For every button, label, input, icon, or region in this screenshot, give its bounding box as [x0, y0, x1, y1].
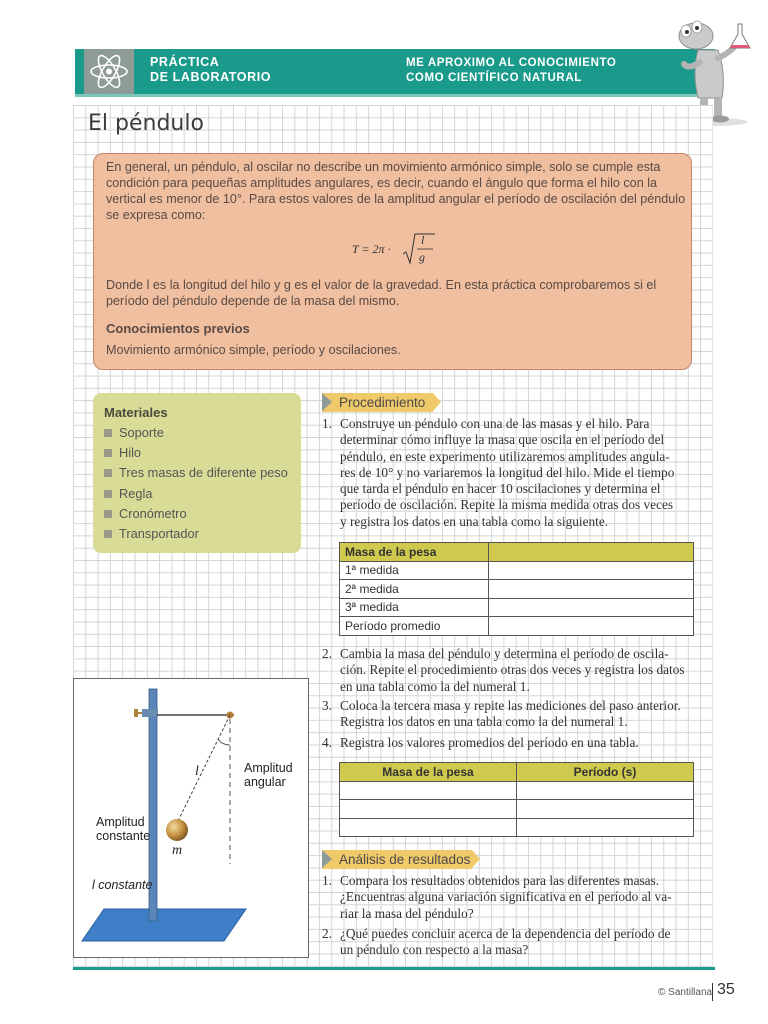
prev-knowledge-text: Movimiento armónico simple, período y oscilaciones.	[106, 343, 401, 357]
text-line: riar la masa del péndulo?	[340, 905, 474, 921]
text-line: que tarda el péndulo en hacer 10 oscilaciones y determina el	[340, 481, 661, 497]
header-left-title	[150, 55, 271, 85]
amplitude-constant-label	[96, 815, 150, 843]
material-label: Transportador	[119, 526, 199, 542]
step-3-text	[340, 698, 693, 731]
text-line: y registra los datos en una tabla como la siguiente.	[340, 513, 609, 529]
procedure-tab: Procedimiento	[322, 393, 433, 412]
pendulum-figure	[73, 678, 309, 958]
page-number: 35	[717, 981, 735, 998]
bullet-icon	[104, 469, 112, 477]
table-cell: 2ª medida	[340, 580, 489, 599]
amplitude-angular-label	[244, 761, 293, 789]
text-line: Registra los valores promedios del período en una tabla.	[340, 735, 639, 750]
formula-numerator: l	[421, 233, 425, 247]
step-2-text	[340, 646, 693, 695]
table-row	[340, 543, 694, 562]
intro-line: se expresa como:	[106, 208, 206, 222]
step-number: 2.	[322, 646, 332, 661]
table-cell	[517, 800, 694, 819]
text-line: ¿Qué puedes concluir acerca de la dependencia del período de	[340, 926, 671, 941]
text-line: período de oscilación. Repite la misma medida otras dos veces	[340, 497, 674, 513]
label-line: Amplitud	[244, 761, 293, 775]
header-right-line1: ME APROXIMO AL CONOCIMIENTO	[406, 57, 617, 69]
list-item	[104, 524, 288, 544]
bullet-icon	[104, 449, 112, 457]
mass-label: m	[172, 843, 183, 858]
intro-paragraph-1	[106, 159, 686, 223]
text-line: ¿Encuentras alguna variación significativa en el período al va-	[340, 889, 672, 905]
label-line: constante	[96, 829, 151, 843]
text-line: res de 10° y no variaremos la longitud del hilo. Mide el tiempo	[340, 464, 675, 480]
table-cell: 1ª medida	[340, 561, 489, 580]
table-row	[340, 818, 694, 837]
bullet-icon	[104, 530, 112, 538]
intro-line: Donde l es la longitud del hilo y g es el valor de la gravedad. En esta práctica comprobaremos si el	[106, 278, 657, 292]
table-row	[340, 561, 694, 580]
intro-paragraph-2	[106, 277, 686, 309]
text-line: determinar cómo influye la masa que oscila en el período del	[340, 432, 665, 448]
list-item	[104, 423, 288, 443]
analysis-tab: Análisis de resultados	[322, 850, 472, 869]
bottom-rule	[73, 967, 715, 970]
question-1-text	[340, 873, 693, 922]
formula-lhs: T = 2π ·	[352, 242, 391, 256]
footer-divider	[712, 983, 713, 1001]
question-2-text	[340, 926, 693, 959]
step-number: 4.	[322, 735, 332, 750]
header-right-title	[406, 56, 616, 86]
length-label: l	[195, 764, 199, 779]
page-title: El péndulo	[88, 111, 204, 136]
atom-icon	[84, 49, 134, 94]
list-item	[104, 443, 288, 463]
table-cell: 3ª medida	[340, 598, 489, 617]
table-header: Masa de la pesa	[340, 543, 489, 562]
header-right-line2: COMO CIENTÍFICO NATURAL	[406, 72, 582, 84]
text-line: ción. Repite el procedimiento otras dos veces y registra los datos	[340, 662, 685, 678]
text-line: péndulo, en este experimento utilizaremos amplitudes angula-	[340, 448, 670, 464]
text-line: un péndulo con respecto a la masa?	[340, 942, 529, 958]
material-label: Soporte	[119, 425, 164, 440]
formula-denominator: g	[419, 250, 425, 264]
intro-line: vertical es menor de 10°. Para estos valores de la amplitud angular el período de oscilación del péndulo	[106, 192, 686, 206]
header-left-line2: DE LABORATORIO	[150, 70, 272, 84]
material-label: Hilo	[119, 445, 142, 461]
period-formula	[352, 232, 442, 266]
materials-list	[104, 423, 288, 544]
step-number: 1.	[322, 416, 332, 431]
step-1-text	[340, 416, 693, 530]
table-row	[340, 598, 694, 617]
label-line: Amplitud	[96, 815, 145, 829]
text-line: Registra los datos en una tabla como la del numeral 1.	[340, 714, 628, 730]
table-header: Masa de la pesa	[340, 763, 517, 782]
bullet-icon	[104, 510, 112, 518]
step-4-text	[340, 735, 693, 751]
bullet-icon	[104, 490, 112, 498]
table-header	[489, 543, 694, 562]
question-number: 1.	[322, 873, 332, 888]
materials-title: Materiales	[104, 405, 168, 420]
table-row	[340, 781, 694, 800]
table-cell	[517, 781, 694, 800]
table-cell	[489, 580, 694, 599]
bullet-icon	[104, 429, 112, 437]
table-cell	[340, 781, 517, 800]
table-row	[340, 617, 694, 636]
average-period-table	[339, 762, 694, 837]
intro-line: condición para pequeñas amplitudes angulares, es decir, cuando el ángulo que forma el hilo con la	[106, 176, 657, 190]
text-line: Compara los resultados obtenidos para las diferentes masas.	[340, 873, 660, 888]
table-cell	[517, 818, 694, 837]
length-constant-label: l constante	[92, 878, 153, 892]
text-line: Coloca la tercera masa y repite las mediciones del paso anterior.	[340, 698, 681, 713]
text-line: en una tabla como la del numeral 1.	[340, 678, 530, 694]
table-cell	[489, 598, 694, 617]
question-number: 2.	[322, 926, 332, 941]
text-line: Cambia la masa del péndulo y determina el período de oscila-	[340, 646, 669, 661]
intro-line: En general, un péndulo, al oscilar no describe un movimiento armónico simple, solo se cumple esta	[106, 160, 661, 174]
measurement-table	[339, 542, 694, 636]
publisher-credit: © Santillana	[658, 987, 713, 998]
step-number: 3.	[322, 698, 332, 713]
label-line: angular	[244, 775, 286, 789]
prev-knowledge-title: Conocimientos previos	[106, 321, 250, 336]
material-label: Tres masas de diferente peso	[119, 465, 288, 481]
header-left-line1: PRÁCTICA	[150, 55, 220, 69]
material-label: Regla	[119, 485, 153, 501]
table-cell	[340, 818, 517, 837]
list-item	[104, 463, 288, 483]
intro-line: período del péndulo depende de la masa del mismo.	[106, 294, 400, 308]
table-row	[340, 800, 694, 819]
list-item	[104, 484, 288, 504]
table-row	[340, 580, 694, 599]
table-row	[340, 763, 694, 782]
table-header: Período (s)	[517, 763, 694, 782]
table-cell	[489, 561, 694, 580]
text-line: Construye un péndulo con una de las masas y el hilo. Para	[340, 416, 650, 431]
list-item	[104, 504, 288, 524]
table-cell	[489, 617, 694, 636]
material-label: Cronómetro	[119, 505, 187, 521]
table-cell: Período promedio	[340, 617, 489, 636]
table-cell	[340, 800, 517, 819]
